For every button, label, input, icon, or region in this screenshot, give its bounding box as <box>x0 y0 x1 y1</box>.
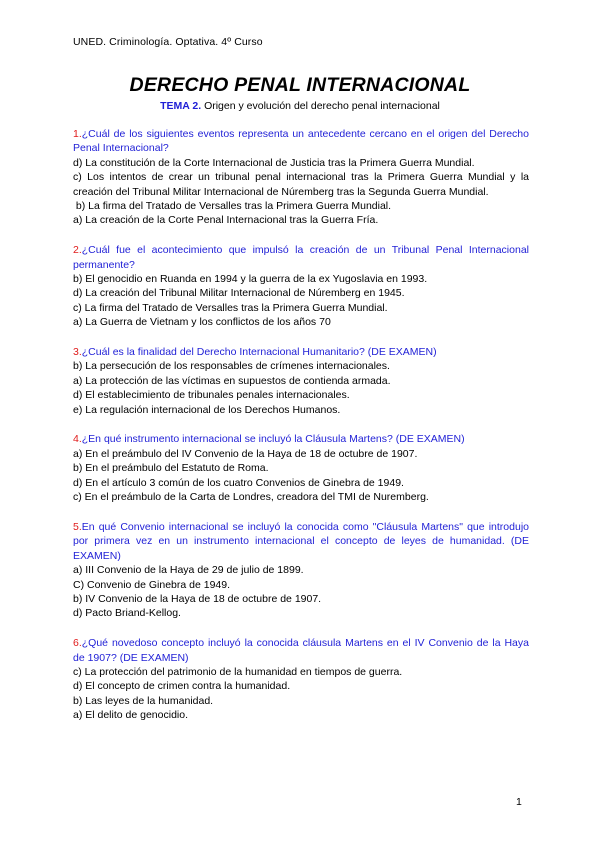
answer-option: c) La firma del Tratado de Versalles tras la Primera Guerra Mundial. <box>73 301 388 314</box>
tema-label: TEMA 2. <box>160 100 202 112</box>
answer-option: b) En el preámbulo del Estatuto de Roma. <box>73 462 269 475</box>
answer-option: d) En el artículo 3 común de los cuatro Convenios de Ginebra de 1949. <box>73 476 404 489</box>
question-3 <box>73 345 529 417</box>
answer-option: c) La protección del patrimonio de la humanidad en tiempos de guerra. <box>73 665 403 678</box>
question-2 <box>73 243 529 329</box>
question-number: 3. <box>73 346 82 359</box>
question-prompt: ¿Cuál de los siguientes eventos representa un antecedente cercano en el origen del Derecho Penal Internacional? <box>73 128 529 155</box>
page-number: 1 <box>516 796 522 808</box>
question-prompt: En qué Convenio internacional se incluyó la conocida como "Cláusula Martens" que introdujo por primera vez en un instrumento internacional el concepto de leyes de humanidad. (DE EXAMEN) <box>73 520 529 562</box>
question-prompt: ¿En qué instrumento internacional se incluyó la Cláusula Martens? (DE EXAMEN) <box>81 433 465 446</box>
question-number: 1. <box>73 128 82 140</box>
answer-option: a) La Guerra de Vietnam y los conflictos de los años 70 <box>73 316 331 329</box>
answer-option: a) III Convenio de la Haya de 29 de julio de 1899. <box>73 564 304 577</box>
question-text <box>73 520 529 563</box>
tema-title: Origen y evolución del derecho penal internacional <box>204 100 440 112</box>
answer-option: a) El delito de genocidio. <box>73 709 188 722</box>
answer-option: d) Pacto Briand-Kellog. <box>73 607 181 620</box>
answer-option: a) En el preámbulo del IV Convenio de la Haya de 18 de octubre de 1907. <box>73 447 418 460</box>
answer-option: a) La protección de las víctimas en supuestos de contienda armada. <box>73 374 391 387</box>
answer-option: e) La regulación internacional de los Derechos Humanos. <box>73 403 341 416</box>
answer-option: b) La firma del Tratado de Versalles tras la Primera Guerra Mundial. <box>73 200 392 213</box>
question-5 <box>73 520 529 621</box>
question-text <box>73 432 529 446</box>
question-number: 6. <box>73 637 82 650</box>
question-number: 2. <box>73 244 82 257</box>
answer-option: c) En el preámbulo de la Carta de Londres, creadora del TMI de Nuremberg. <box>73 491 429 504</box>
question-6 <box>73 636 529 722</box>
answer-option: d) La creación del Tribunal Militar Internacional de Núremberg en 1945. <box>73 287 405 300</box>
question-prompt: ¿Cuál es la finalidad del Derecho Internacional Humanitario? (DE EXAMEN) <box>81 346 437 359</box>
answer-option: d) La constitución de la Corte Internacional de Justicia tras la Primera Guerra Mundial. <box>73 156 475 169</box>
answer-option: b) El genocidio en Ruanda en 1994 y la guerra de la ex Yugoslavia en 1993. <box>73 273 428 286</box>
answer-option: c) Los intentos de crear un tribunal penal internacional tras la Primera Guerra Mundial y la creación del Tribunal Militar Internacional de Núremberg tras la Segunda Guerra Mundial. <box>73 171 529 198</box>
page-header: UNED. Criminología. Optativa. 4º Curso <box>73 36 263 48</box>
question-text <box>73 127 529 156</box>
answer-option: C) Convenio de Ginebra de 1949. <box>73 578 231 591</box>
answer-option: a) La creación de la Corte Penal Internacional tras la Guerra Fría. <box>73 214 379 227</box>
document-subtitle <box>0 100 600 112</box>
answer-option: b) La persecución de los responsables de crímenes internacionales. <box>73 360 390 373</box>
question-number: 4. <box>73 433 82 446</box>
question-text <box>73 636 529 665</box>
answer-option: d) El establecimiento de tribunales penales internacionales. <box>73 389 350 402</box>
question-4 <box>73 432 529 504</box>
question-text <box>73 243 529 272</box>
answer-option: b) IV Convenio de la Haya de 18 de octubre de 1907. <box>73 592 322 605</box>
question-number: 5. <box>73 520 82 533</box>
answer-option: b) Las leyes de la humanidad. <box>73 694 214 707</box>
document-title: DERECHO PENAL INTERNACIONAL <box>129 74 471 96</box>
answer-option: d) El concepto de crimen contra la humanidad. <box>73 680 291 693</box>
question-list <box>73 127 529 738</box>
question-1 <box>73 127 529 228</box>
question-prompt: ¿Cuál fue el acontecimiento que impulsó la creación de un Tribunal Penal Internacional permanente? <box>73 244 529 271</box>
question-prompt: ¿Qué novedoso concepto incluyó la conocida cláusula Martens en el IV Convenio de la Haya de 1907? (DE EXAMEN) <box>73 637 529 664</box>
question-text <box>73 345 529 359</box>
